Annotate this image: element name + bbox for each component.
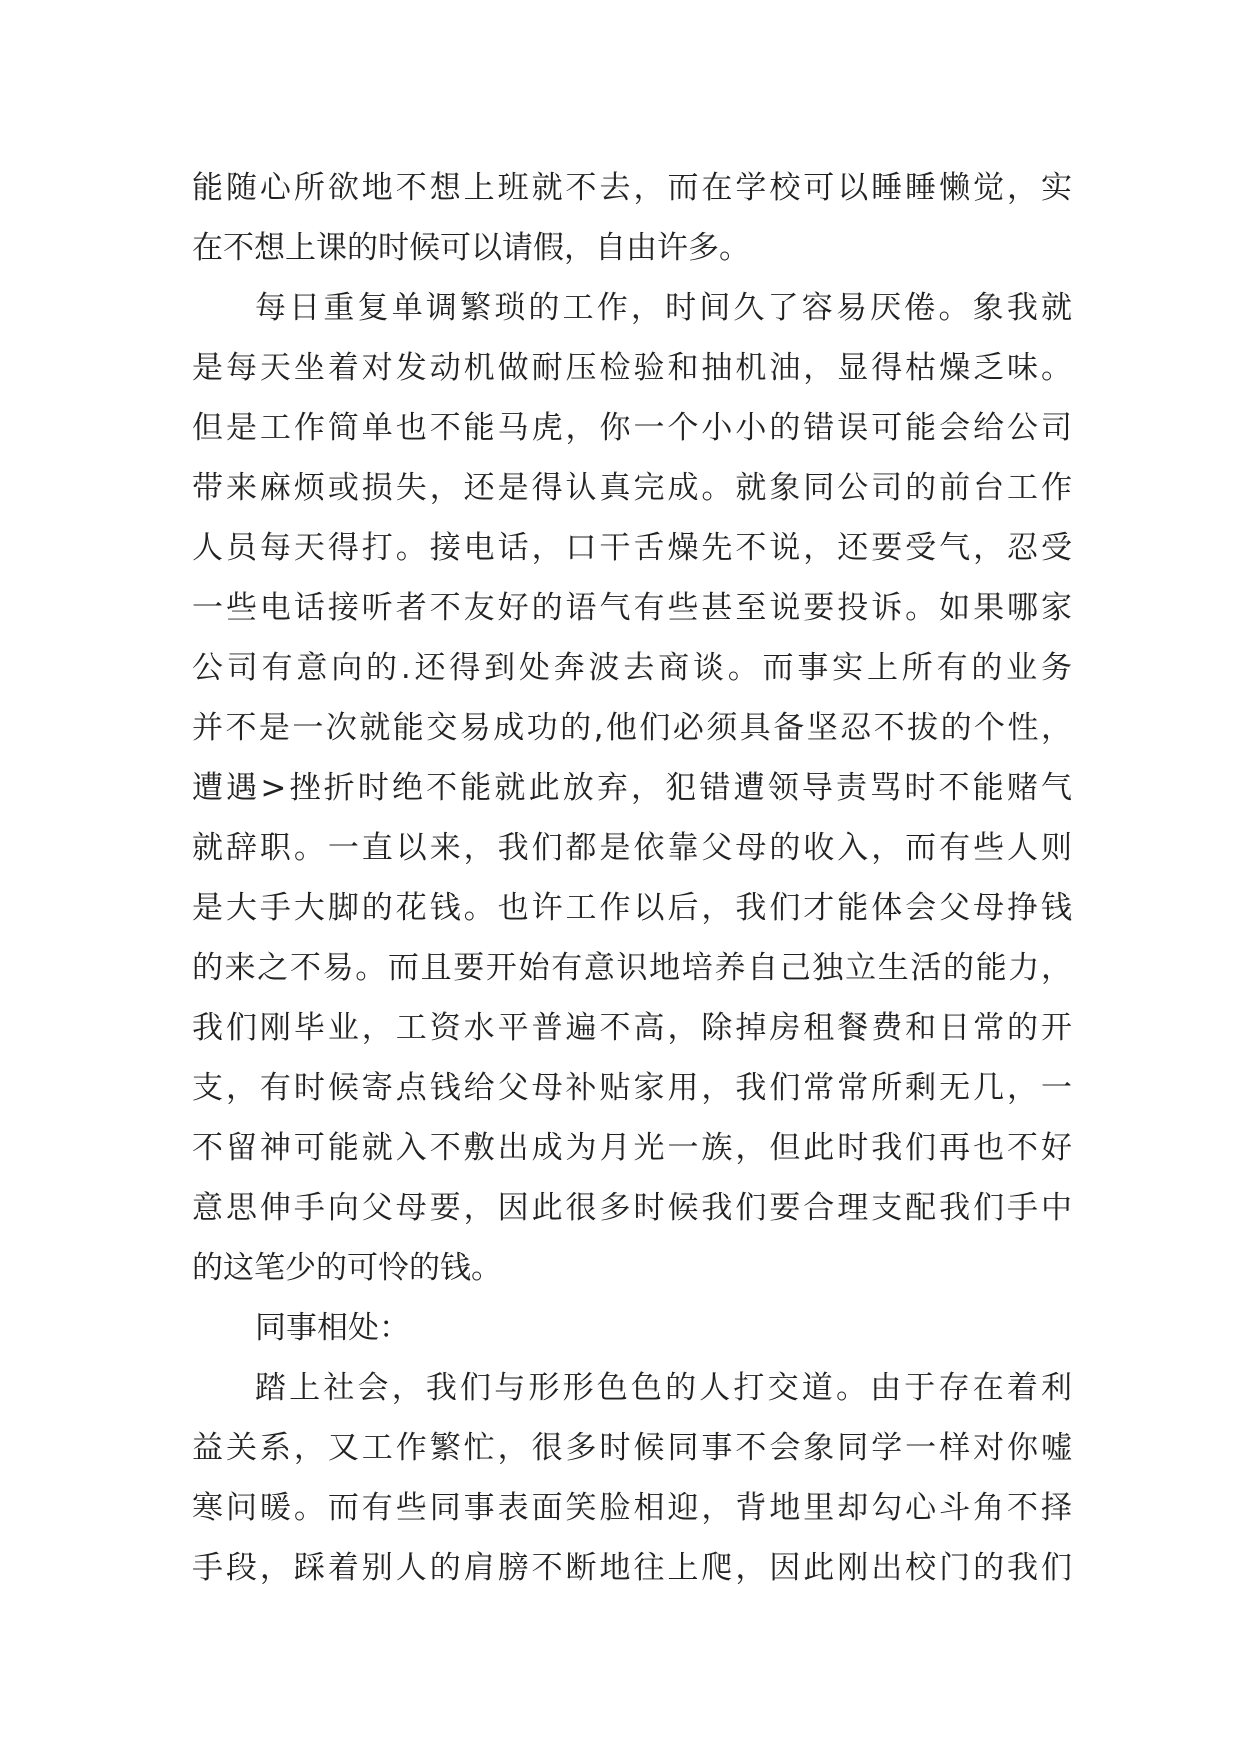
text-line: 是大手大脚的花钱。也许工作以后，我们才能体会父母挣钱 xyxy=(192,890,1072,926)
text-line: 带来麻烦或损失，还是得认真完成。就象同公司的前台工作 xyxy=(192,470,1072,506)
text-line: 在不想上课的时候可以请假，自由许多。 xyxy=(192,230,750,266)
text-line: 益关系，又工作繁忙，很多时候同事不会象同学一样对你嘘 xyxy=(192,1430,1072,1466)
text-line: 的这笔少的可怜的钱。 xyxy=(192,1250,502,1286)
text-line: 公司有意向的.还得到处奔波去商谈。而事实上所有的业务 xyxy=(192,650,1072,686)
text-line: 并不是一次就能交易成功的,他们必须具备坚忍不拔的个性， xyxy=(192,710,1072,746)
section-heading: 同事相处： xyxy=(255,1310,410,1346)
text-line: 我们刚毕业，工资水平普遍不高，除掉房租餐费和日常的开 xyxy=(192,1010,1072,1046)
text-line: 能随心所欲地不想上班就不去，而在学校可以睡睡懒觉，实 xyxy=(192,170,1072,206)
text-line: 支，有时候寄点钱给父母补贴家用，我们常常所剩无几，一 xyxy=(192,1070,1072,1106)
text-line: 手段，踩着别人的肩膀不断地往上爬，因此刚出校门的我们 xyxy=(192,1550,1072,1586)
text-line: 就辞职。一直以来，我们都是依靠父母的收入，而有些人则 xyxy=(192,830,1072,866)
paragraph-first-line: 踏上社会，我们与形形色色的人打交道。由于存在着利 xyxy=(255,1370,1072,1406)
text-line: 遭遇>挫折时绝不能就此放弃，犯错遭领导责骂时不能赌气 xyxy=(192,770,1072,806)
text-line: 但是工作简单也不能马虎，你一个小小的错误可能会给公司 xyxy=(192,410,1072,446)
text-line: 人员每天得打。接电话，口干舌燥先不说，还要受气，忍受 xyxy=(192,530,1072,566)
text-line: 寒问暖。而有些同事表面笑脸相迎，背地里却勾心斗角不择 xyxy=(192,1490,1072,1526)
text-line: 的来之不易。而且要开始有意识地培养自己独立生活的能力， xyxy=(192,950,1072,986)
text-line: 是每天坐着对发动机做耐压检验和抽机油，显得枯燥乏味。 xyxy=(192,350,1072,386)
body-text xyxy=(192,158,1072,1598)
paragraph-first-line: 每日重复单调繁琐的工作，时间久了容易厌倦。象我就 xyxy=(255,290,1072,326)
text-line: 意思伸手向父母要，因此很多时候我们要合理支配我们手中 xyxy=(192,1190,1072,1226)
text-line: 不留神可能就入不敷出成为月光一族，但此时我们再也不好 xyxy=(192,1130,1072,1166)
text-line: 一些电话接听者不友好的语气有些甚至说要投诉。如果哪家 xyxy=(192,590,1072,626)
